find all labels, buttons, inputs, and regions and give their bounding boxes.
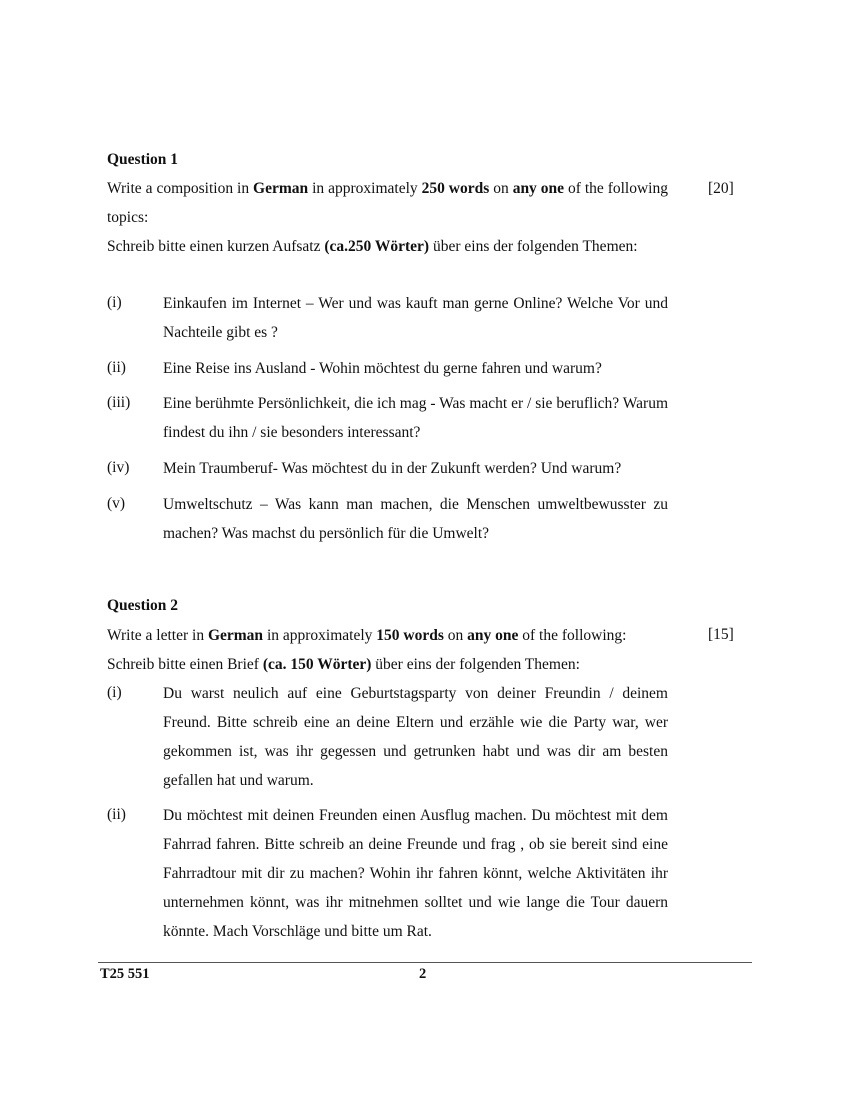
question-2-intro-de: Schreib bitte einen Brief (ca. 150 Wörter) über eins der folgenden Themen: bbox=[107, 656, 580, 673]
question-2-marks: [15] bbox=[708, 626, 734, 643]
item-text: Eine berühmte Persönlichkeit, die ich mag - Was macht er / sie beruflich? Warum findest du ihn / sie besonders interessant? bbox=[163, 395, 668, 441]
footer-page-number: 2 bbox=[419, 966, 427, 982]
item-text: Du warst neulich auf eine Geburtstagsparty von deiner Freundin / deinem Freund. Bitte schreib eine an deine Eltern und erzähle wie die Party war, wer gekommen ist, was ihr gegessen und getrunken habt und was dir am besten gefallen hat und warum. bbox=[163, 685, 668, 789]
question-2-intro-en: Write a letter in German in approximately 150 words on any one of the following: bbox=[107, 627, 627, 644]
item-number: (iii) bbox=[107, 394, 131, 411]
item-text: Eine Reise ins Ausland - Wohin möchtest du gerne fahren und warum? bbox=[163, 360, 602, 377]
item-text: Mein Traumberuf- Was möchtest du in der Zukunft werden? Und warum? bbox=[163, 460, 622, 477]
item-number: (v) bbox=[107, 495, 126, 512]
question-1-marks: [20] bbox=[708, 180, 734, 197]
item-number: (ii) bbox=[107, 359, 126, 376]
question-1-intro-de: Schreib bitte einen kurzen Aufsatz (ca.250 Wörter) über eins der folgenden Themen: bbox=[107, 238, 638, 255]
item-text: Umweltschutz – Was kann man machen, die Menschen umweltbewusster zu machen? Was machst du persönlich für die Umwelt? bbox=[163, 496, 668, 542]
item-number: (i) bbox=[107, 294, 122, 311]
question-1-title: Question 1 bbox=[107, 151, 179, 168]
item-number: (i) bbox=[107, 684, 122, 701]
item-number: (iv) bbox=[107, 459, 130, 476]
item-text: Du möchtest mit deinen Freunden einen Ausflug machen. Du möchtest mit dem Fahrrad fahren. Bitte schreib an deine Freunde und frag , ob sie bereit sind eine Fahrradtour mit dir zu machen? Wohin ihr fahren könnt, welche Aktivitäten ihr unternehmen könnt, was ihr mitnehmen solltet und wie lange die Tour dauern könnte. Mach Vorschläge und bitte um Rat. bbox=[163, 807, 668, 940]
question-2-title: Question 2 bbox=[107, 597, 179, 614]
item-number: (ii) bbox=[107, 806, 126, 823]
question-1-intro-en: Write a composition in German in approximately 250 words on any one of the following topics: bbox=[107, 180, 668, 226]
footer-paper-code: T25 551 bbox=[100, 966, 150, 982]
footer-divider bbox=[98, 962, 752, 963]
item-text: Einkaufen im Internet – Wer und was kauft man gerne Online? Welche Vor und Nachteile gibt es ? bbox=[163, 295, 668, 341]
